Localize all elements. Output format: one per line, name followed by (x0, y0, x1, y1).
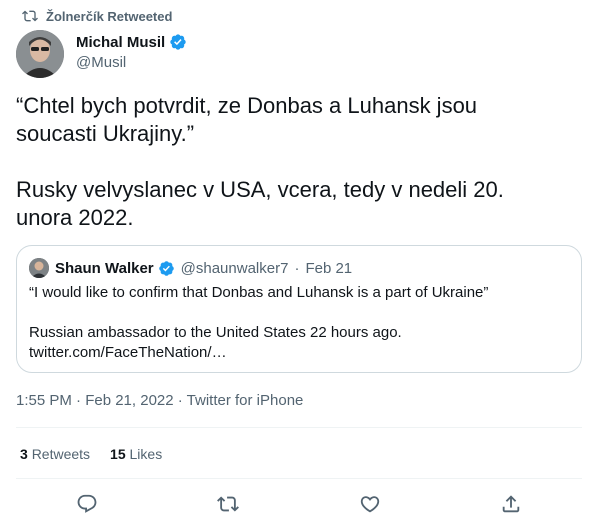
like-button[interactable] (351, 490, 389, 518)
reply-icon (76, 493, 98, 515)
retweet-icon (22, 8, 38, 24)
avatar[interactable] (16, 30, 64, 78)
tweet-timestamp[interactable]: 1:55 PM · Feb 21, 2022 · Twitter for iPhone (16, 392, 304, 409)
divider (16, 427, 582, 428)
author-name[interactable] (76, 33, 187, 51)
quoted-separator: · (294, 259, 300, 277)
retweet-button[interactable] (209, 490, 247, 518)
heart-icon (359, 493, 381, 515)
retweet-context[interactable] (22, 8, 172, 24)
retweets-count: 3 (20, 446, 28, 462)
retweets-stat[interactable] (20, 446, 90, 462)
author-name-text: Michal Musil (76, 33, 166, 51)
likes-count: 15 (110, 446, 126, 462)
retweet-icon (217, 493, 239, 515)
divider (16, 478, 582, 479)
quoted-handle: @shaunwalker7 (180, 259, 289, 277)
tweet-text: “Chtel bych potvrdit, ze Donbas a Luhansk jsou soucasti Ukrajiny.” Rusky velvyslanec v USA, vcera, tedy v nedeli 20. unora 2022. (16, 93, 504, 230)
quoted-date: Feb 21 (305, 259, 353, 277)
tweet-stats (20, 446, 162, 462)
verified-badge-icon (158, 260, 175, 277)
action-bar (16, 490, 582, 518)
verified-badge-icon (169, 33, 187, 51)
likes-stat[interactable] (110, 446, 162, 462)
share-icon (500, 493, 522, 515)
tweet-author (16, 30, 187, 78)
reply-button[interactable] (68, 490, 106, 518)
quoted-tweet[interactable] (16, 245, 582, 373)
quoted-link[interactable]: twitter.com/FaceTheNation/… (29, 344, 227, 361)
quoted-text: “I would like to confirm that Donbas and Luhansk is a part of Ukraine” Russian ambassador to the United States 22 hours ago. (29, 284, 489, 341)
retweeted-by-label: Žolnerčík Retweeted (46, 8, 173, 24)
likes-label: Likes (129, 446, 163, 462)
quoted-avatar (29, 258, 49, 278)
quoted-author-name: Shaun Walker (55, 259, 154, 277)
author-handle[interactable]: @Musil (76, 54, 127, 71)
retweets-label: Retweets (31, 446, 91, 462)
share-button[interactable] (492, 490, 530, 518)
